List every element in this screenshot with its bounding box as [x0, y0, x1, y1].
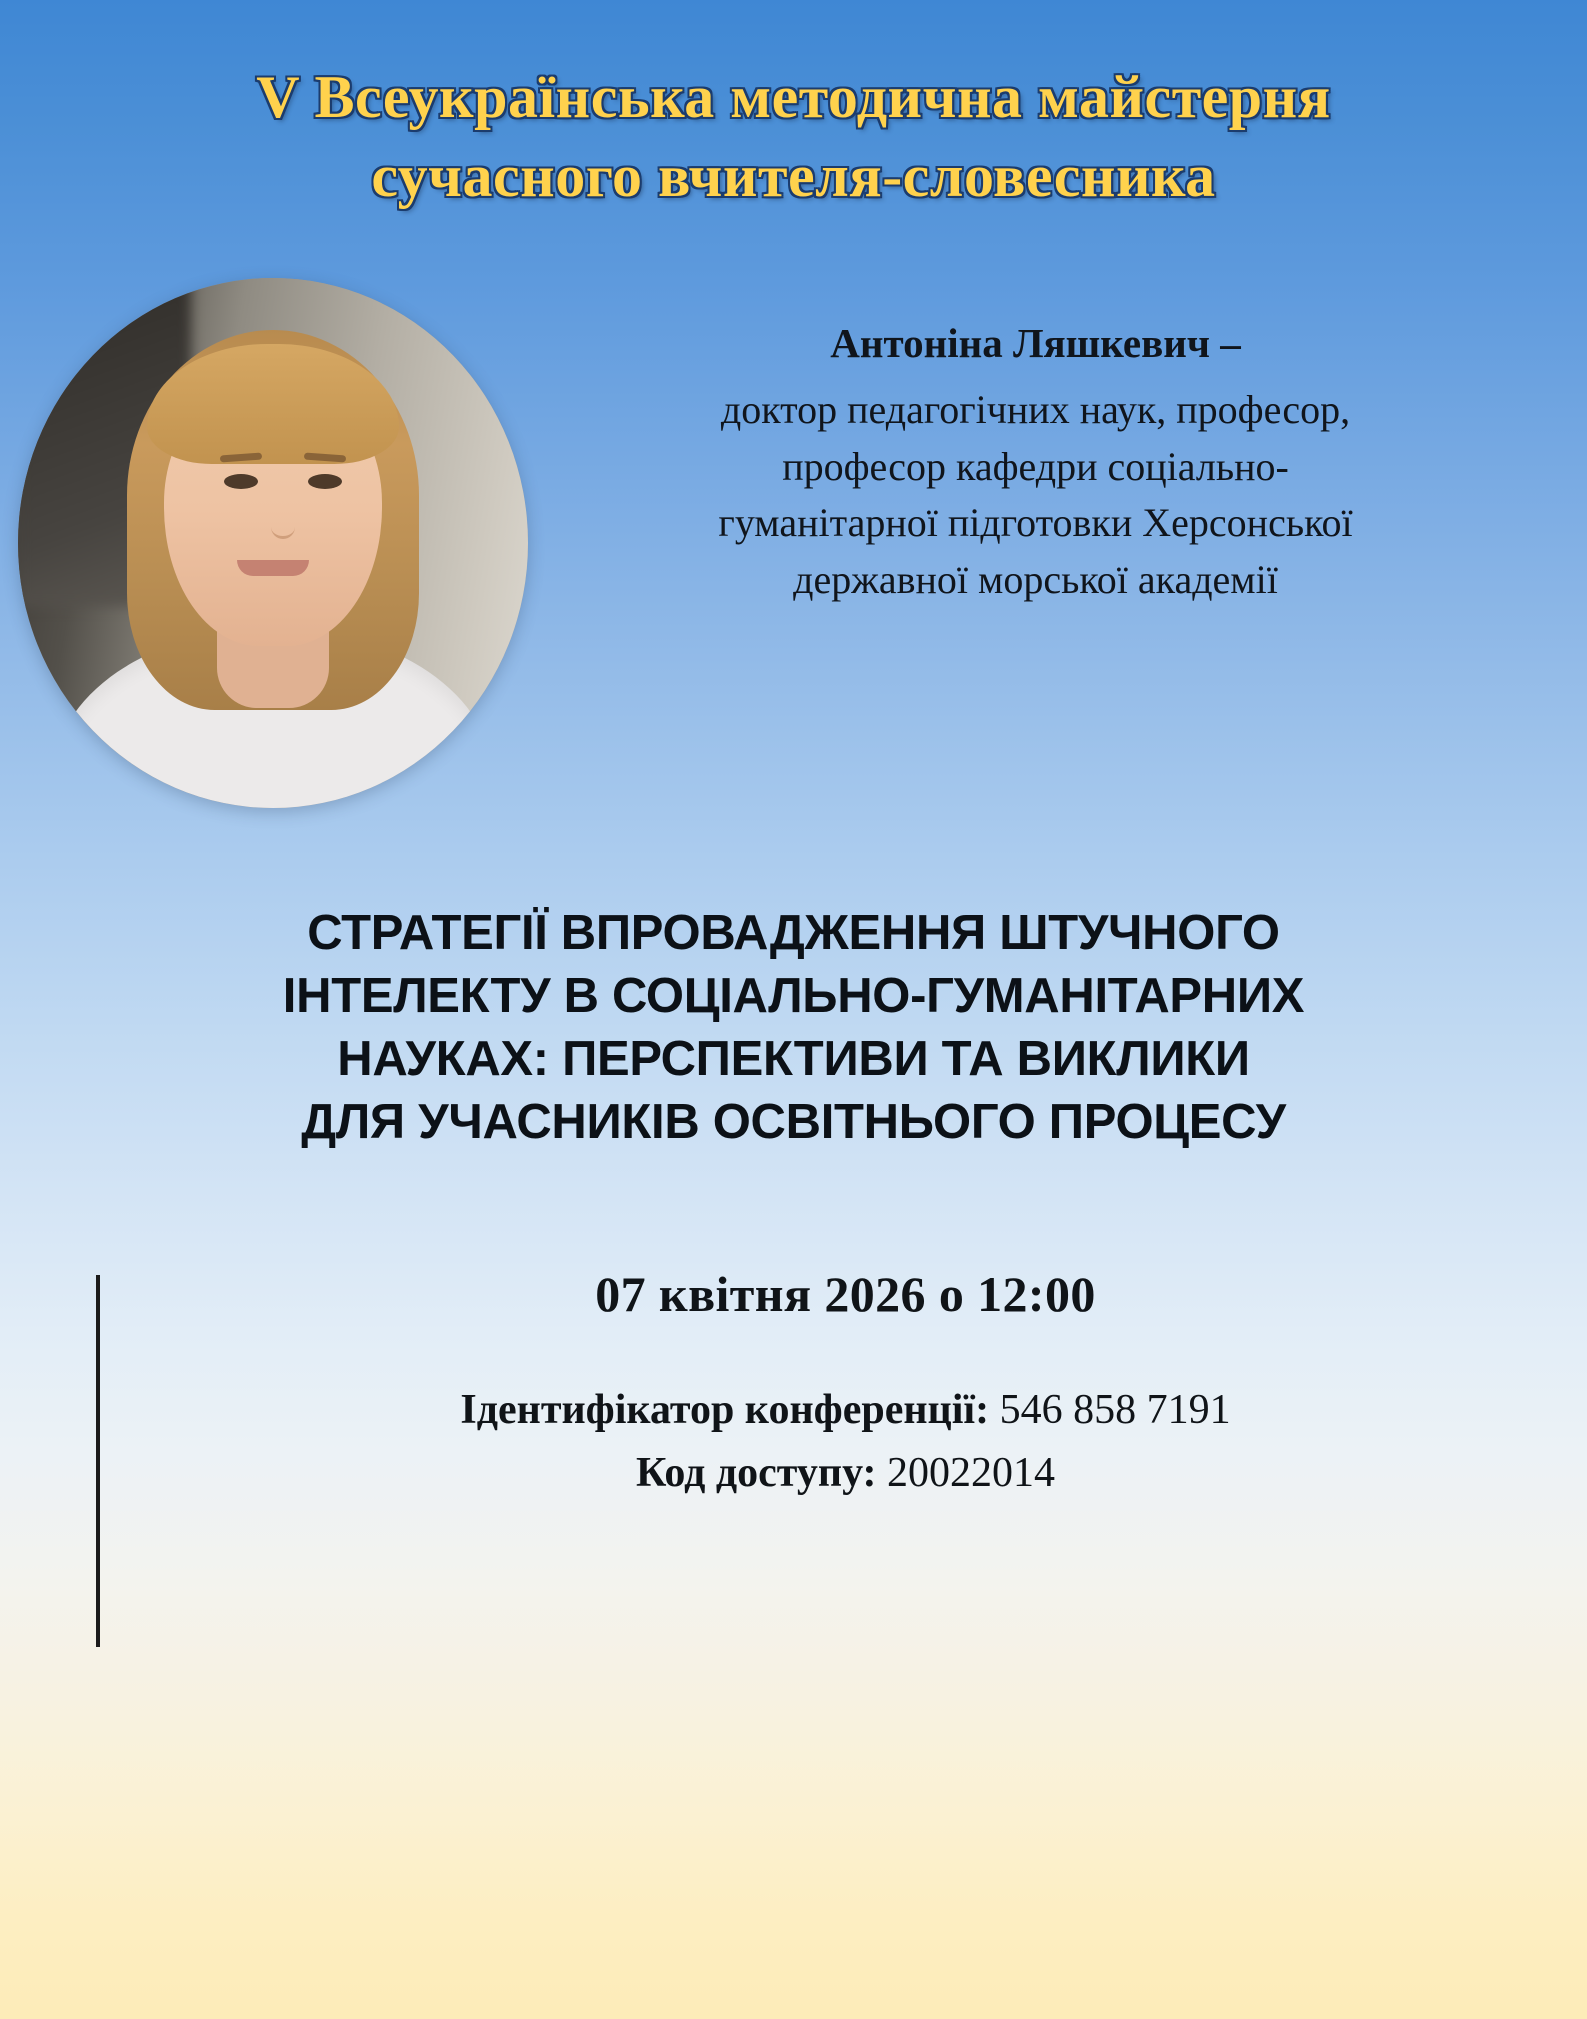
speaker-description-line: гуманітарної підготовки Херсонської	[718, 500, 1353, 546]
passcode-row	[150, 1442, 1541, 1505]
talk-title-line: НАУКАХ: ПЕРСПЕКТИВИ ТА ВИКЛИКИ	[337, 1031, 1250, 1086]
passcode-value: 20022014	[887, 1450, 1055, 1497]
header-title-line-2: сучасного вчителя-словесника	[371, 143, 1216, 210]
header-title-line-1: V Всеукраїнська методична майстерня	[256, 64, 1331, 130]
poster-header	[0, 0, 1587, 216]
talk-title-line: ІНТЕЛЕКТУ В СОЦІАЛЬНО-ГУМАНІТАРНИХ	[282, 969, 1305, 1024]
conference-id-label: Ідентифікатор конференції:	[460, 1387, 990, 1434]
photo-mouth	[237, 560, 309, 576]
speaker-name: Антоніна Ляшкевич –	[830, 320, 1241, 367]
speaker-text-block	[528, 278, 1543, 609]
speaker-photo	[18, 278, 528, 808]
passcode-label: Код доступу:	[636, 1450, 877, 1497]
speaker-block	[0, 278, 1587, 808]
event-details	[0, 1265, 1587, 1505]
talk-title-line: ДЛЯ УЧАСНИКІВ ОСВІТНЬОГО ПРОЦЕСУ	[301, 1094, 1286, 1149]
photo-nose	[271, 496, 295, 539]
speaker-description-line: професор кафедри соціально-	[782, 443, 1289, 489]
talk-title	[0, 902, 1587, 1153]
event-datetime: 07 квітня 2026 о 12:00	[595, 1266, 1096, 1323]
speaker-photo-wrap	[18, 278, 528, 808]
talk-title-line: СТРАТЕГІЇ ВПРОВАДЖЕННЯ ШТУЧНОГО	[307, 906, 1280, 961]
conference-id-row	[150, 1379, 1541, 1442]
speaker-description-line: доктор педагогічних наук, професор,	[720, 386, 1351, 432]
conference-id-value: 546 858 7191	[999, 1387, 1231, 1434]
vertical-accent-bar	[96, 1275, 100, 1647]
speaker-description-line: державної морської академії	[793, 557, 1278, 603]
